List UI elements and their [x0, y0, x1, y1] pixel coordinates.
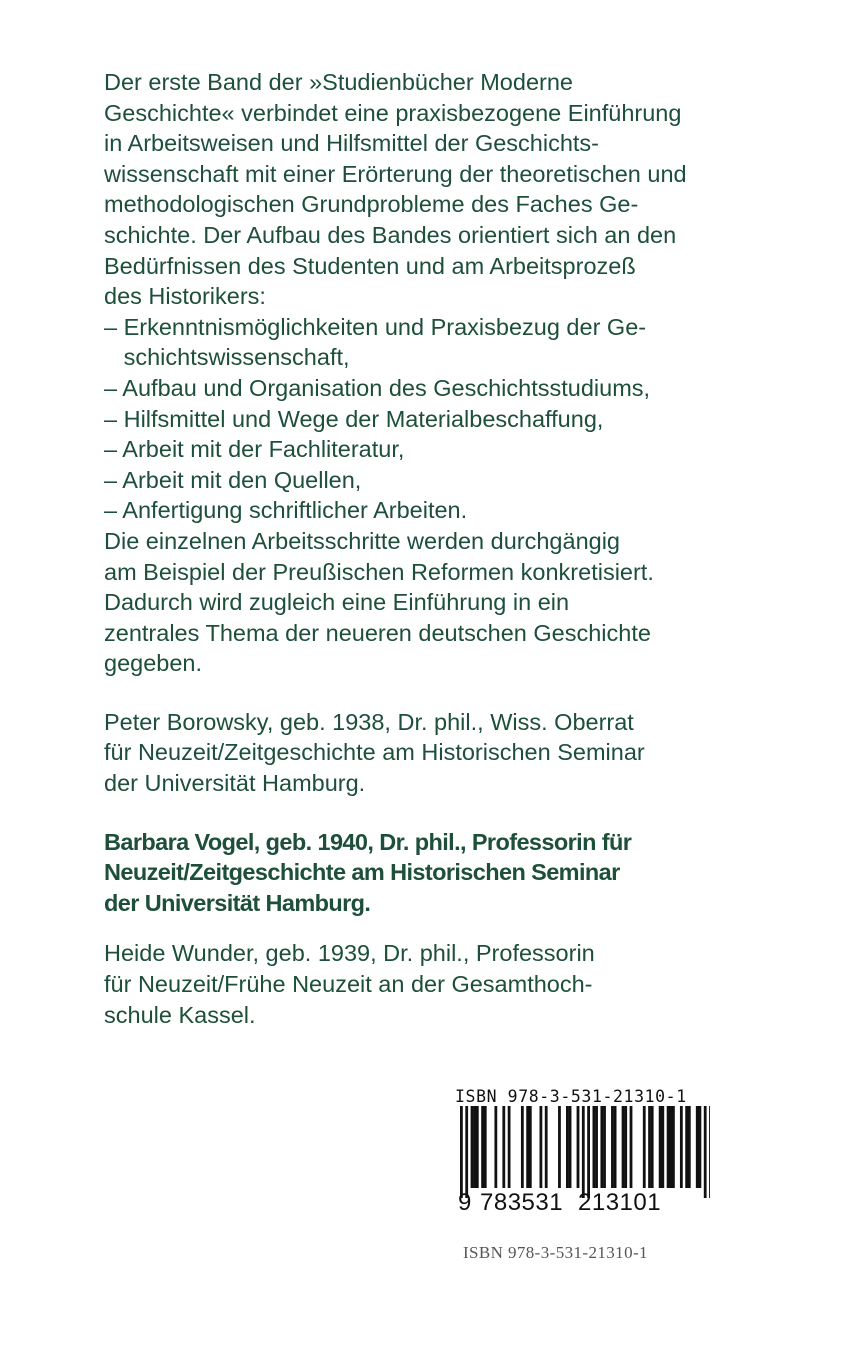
barcode-bar — [465, 1106, 468, 1198]
bio-line: für Neuzeit/Zeitgeschichte am Historischen Seminar — [104, 739, 645, 766]
barcode-bar — [704, 1106, 707, 1198]
barcode-bar — [595, 1106, 598, 1188]
bio-line: Neuzeit/Zeitgeschichte am Historischen Seminar — [104, 859, 620, 886]
barcode-bar — [587, 1106, 590, 1198]
barcode-bar — [651, 1106, 654, 1188]
barcode-bar — [558, 1106, 561, 1188]
barcode-bar — [473, 1106, 476, 1188]
description-line: Bedürfnissen des Studenten und am Arbeitsprozeß — [104, 252, 636, 279]
barcode-bar — [672, 1106, 675, 1188]
barcode-bar — [476, 1106, 479, 1188]
description-line: zentrales Thema der neueren deutschen Geschichte — [104, 619, 651, 646]
isbn-text: ISBN 978-3-531-21310-1 — [463, 1243, 648, 1262]
barcode-bar — [593, 1106, 596, 1188]
barcode-bar — [484, 1106, 487, 1188]
description-list-item: – Erkenntnismöglichkeiten und Praxisbezug der Ge- — [104, 313, 647, 340]
description-line: gegeben. — [104, 650, 203, 677]
bio-line: Barbara Vogel, geb. 1940, Dr. phil., Professorin für — [104, 828, 632, 855]
author-bio-vogel — [104, 827, 824, 919]
barcode-bar — [569, 1106, 572, 1188]
bio-line: schule Kassel. — [104, 1001, 256, 1028]
barcode-digits-right: 213101 — [578, 1189, 662, 1216]
bio-line: der Universität Hamburg. — [104, 889, 371, 916]
barcode-bar — [624, 1106, 627, 1188]
author-bio-borowsky — [104, 707, 824, 799]
barcode-bar — [582, 1106, 585, 1198]
description-line: Dadurch wird zugleich eine Einführung in ein — [104, 589, 570, 616]
barcode-bar — [600, 1106, 603, 1188]
barcode-bar — [603, 1106, 606, 1188]
barcode-bar — [614, 1106, 617, 1188]
barcode-bar — [545, 1106, 548, 1188]
barcode-bar — [540, 1106, 543, 1188]
barcode-bar — [471, 1106, 474, 1188]
description — [104, 67, 824, 679]
description-list-item: – Aufbau und Organisation des Geschichtsstudiums, — [104, 374, 651, 401]
barcode-bar — [699, 1106, 702, 1188]
back-cover-text — [104, 67, 824, 1030]
description-line: wissenschaft mit einer Erörterung der theoretischen und — [104, 160, 687, 187]
barcode-digit-first: 9 — [458, 1189, 472, 1216]
description-list-item: – Arbeit mit der Fachliteratur, — [104, 436, 405, 463]
barcode-bar — [611, 1106, 614, 1188]
barcode-bar — [577, 1106, 580, 1188]
barcode-bar — [529, 1106, 532, 1188]
barcode-bar — [643, 1106, 646, 1188]
barcode-bar — [460, 1106, 463, 1198]
barcode-digits-left: 783531 — [480, 1189, 564, 1216]
barcode-bar — [661, 1106, 664, 1188]
barcode-bar — [667, 1106, 670, 1188]
description-list-item: – Anfertigung schriftlicher Arbeiten. — [104, 497, 468, 524]
barcode-bar — [688, 1106, 691, 1188]
author-bio-wunder — [104, 938, 824, 1030]
barcode-bar — [648, 1106, 651, 1188]
barcode-bar — [659, 1106, 662, 1188]
barcode-bar — [630, 1106, 633, 1188]
description-line: in Arbeitsweisen und Hilfsmittel der Geschichts- — [104, 130, 600, 157]
barcode-bar — [521, 1106, 524, 1188]
barcode-bar — [696, 1106, 699, 1188]
barcode-bar — [526, 1106, 529, 1188]
description-list-item: – Arbeit mit den Quellen, — [104, 466, 362, 493]
barcode-bar — [494, 1106, 497, 1188]
description-line: des Historikers: — [104, 283, 266, 310]
barcode-bar — [622, 1106, 625, 1188]
bio-line: für Neuzeit/Frühe Neuzeit an der Gesamthoch- — [104, 971, 593, 998]
barcode-bar — [508, 1106, 511, 1188]
description-list-item: schichtswissenschaft, — [104, 344, 350, 371]
barcode-bar — [685, 1106, 688, 1188]
barcode-bar — [502, 1106, 505, 1188]
description-line: am Beispiel der Preußischen Reformen konkretisiert. — [104, 558, 654, 585]
bio-line: der Universität Hamburg. — [104, 770, 366, 797]
bio-line: Peter Borowsky, geb. 1938, Dr. phil., Wiss. Oberrat — [104, 708, 634, 735]
description-line: Die einzelnen Arbeitsschritte werden durchgängig — [104, 527, 621, 554]
barcode-bars — [450, 1106, 710, 1198]
description-line: Geschichte« verbindet eine praxisbezogene Einführung — [104, 99, 682, 126]
bio-line: Heide Wunder, geb. 1939, Dr. phil., Professorin — [104, 940, 595, 967]
barcode-isbn-label: ISBN 978-3-531-21310-1 — [455, 1087, 687, 1106]
barcode-bar — [566, 1106, 569, 1188]
description-line: Der erste Band der »Studienbücher Moderne — [104, 69, 573, 95]
description-list-item: – Hilfsmittel und Wege der Materialbeschaffung, — [104, 405, 604, 432]
barcode-bar — [481, 1106, 484, 1188]
barcode-bar — [680, 1106, 683, 1188]
barcode-bar — [669, 1106, 672, 1188]
description-line: schichte. Der Aufbau des Bandes orientiert sich an den — [104, 221, 677, 248]
barcode-bar — [709, 1106, 710, 1198]
description-line: methodologischen Grundprobleme des Faches Ge- — [104, 191, 639, 218]
